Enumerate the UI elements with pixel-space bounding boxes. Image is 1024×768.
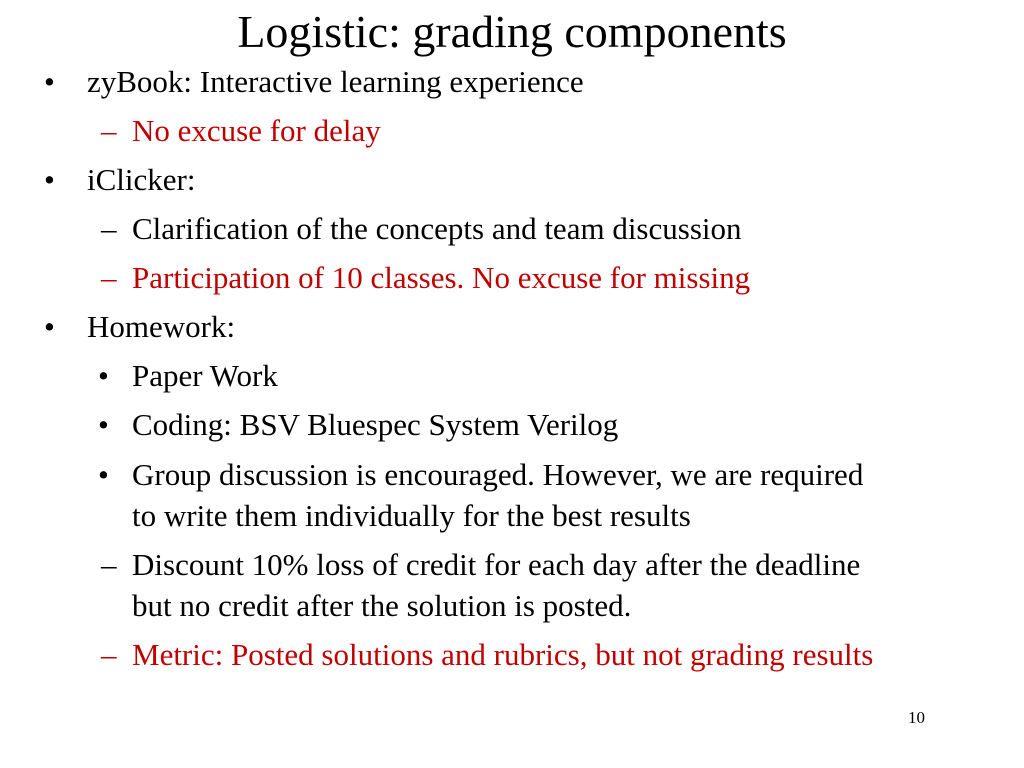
bullet-marker: • [44, 64, 55, 99]
dash-marker: – [101, 637, 117, 672]
bullet-marker: • [44, 162, 55, 197]
item-metric: Metric: Posted solutions and rubrics, but not grading results [132, 637, 874, 672]
item-paper-work: Paper Work [132, 358, 278, 393]
item-coding: Coding: BSV Bluespec System Verilog [132, 407, 619, 442]
dash-marker: – [101, 113, 117, 148]
dash-marker: – [101, 260, 117, 295]
dash-marker: – [101, 211, 117, 246]
item-no-excuse-delay: No excuse for delay [132, 113, 381, 148]
bullet-marker: • [98, 457, 109, 492]
page-number: 10 [908, 708, 925, 727]
item-group-discussion-line-2: to write them individually for the best results [132, 498, 691, 533]
item-discount-line-2: but no credit after the solution is posted. [132, 588, 632, 623]
slide-title: Logistic: grading components [237, 6, 787, 57]
item-participation: Participation of 10 classes. No excuse for missing [132, 260, 751, 295]
item-homework: Homework: [87, 309, 236, 344]
bullet-marker: • [98, 407, 109, 442]
item-zybook: zyBook: Interactive learning experience [87, 64, 584, 99]
item-iclicker: iClicker: [87, 162, 196, 197]
item-clarification: Clarification of the concepts and team discussion [132, 211, 742, 246]
bullet-marker: • [44, 309, 55, 344]
item-group-discussion-line-1: Group discussion is encouraged. However, we are required [132, 457, 864, 492]
bullet-marker: • [98, 358, 109, 393]
item-discount-line-1: Discount 10% loss of credit for each day after the deadline [132, 547, 861, 582]
dash-marker: – [101, 547, 117, 582]
